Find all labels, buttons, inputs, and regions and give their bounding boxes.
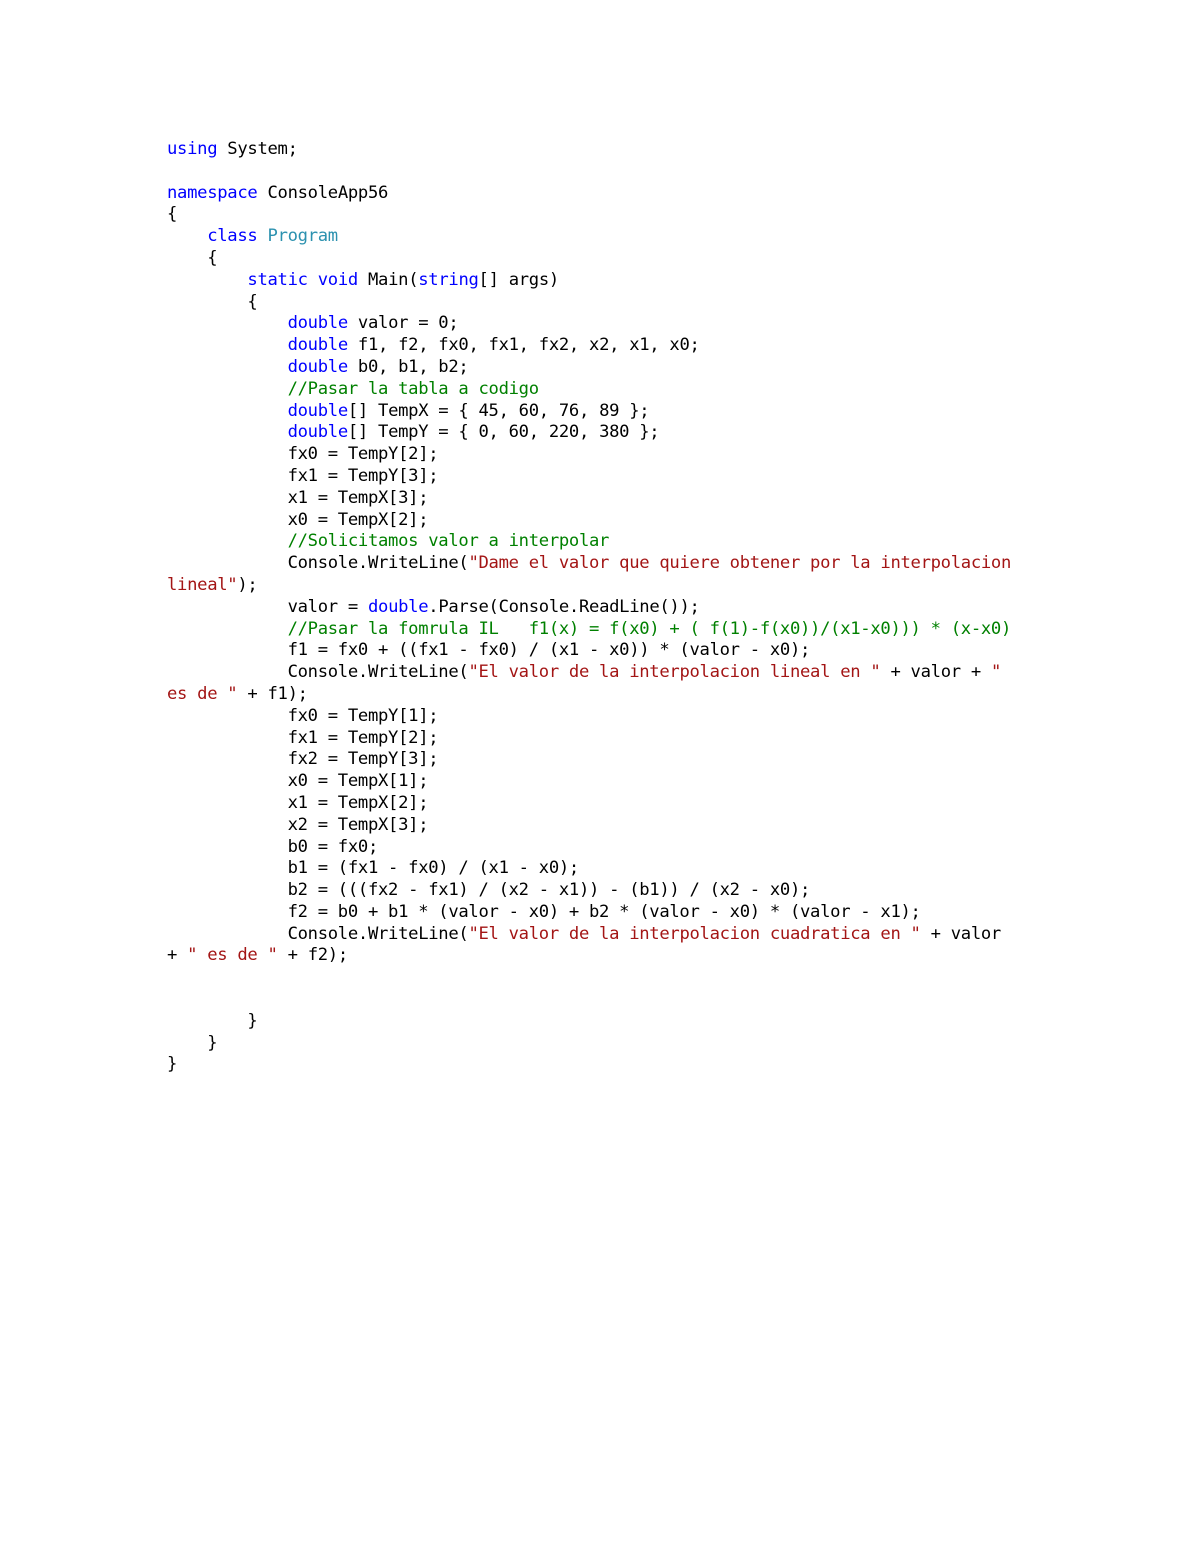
string-token: " — [990, 662, 1001, 683]
code-token: fx1 = TempY[2]; — [167, 727, 439, 748]
code-token: ConsoleApp56 — [257, 182, 389, 203]
code-line — [167, 684, 1011, 706]
code-token: fx1 = TempY[3]; — [167, 465, 439, 486]
code-line — [167, 858, 1011, 880]
code-line — [167, 379, 1011, 401]
code-line — [167, 924, 1011, 946]
code-token: [] TempX = { 45, 60, 76, 89 }; — [347, 400, 650, 421]
code-token: b1 = (fx1 - fx0) / (x1 - x0); — [167, 858, 579, 879]
code-line — [167, 902, 1011, 924]
code-token: Console.WriteLine( — [167, 553, 469, 574]
code-line — [167, 270, 1011, 292]
code-token: { — [167, 247, 218, 268]
code-token: + f2); — [277, 945, 348, 966]
code-token: Console.WriteLine( — [167, 923, 469, 944]
code-line — [167, 553, 1011, 575]
comment-token: //Pasar la fomrula IL f1(x) = f(x0) + ( f(1)-f(x0))/(x1-x0))) * (x-x0) — [287, 618, 1012, 639]
code-line — [167, 183, 1011, 205]
code-token: f1, f2, fx0, fx1, fx2, x2, x1, x0; — [347, 335, 700, 356]
code-token: fx2 = TempY[3]; — [167, 749, 439, 770]
string-token: "El valor de la interpolacion lineal en " — [468, 662, 881, 683]
string-token: " es de " — [187, 945, 278, 966]
code-line — [167, 531, 1011, 553]
code-token — [167, 531, 288, 551]
keyword-token: namespace — [167, 182, 258, 203]
code-line — [167, 422, 1011, 444]
code-line — [167, 945, 1011, 967]
code-token: [] TempY = { 0, 60, 220, 380 }; — [347, 422, 660, 443]
code-token: Console.WriteLine( — [167, 662, 469, 683]
code-token — [308, 270, 318, 290]
code-token: b2 = (((fx2 - fx1) / (x2 - x1)) - (b1)) / (x2 - x0); — [167, 880, 811, 901]
code-line — [167, 597, 1011, 619]
code-token: Main( — [357, 269, 419, 290]
code-line — [167, 510, 1011, 532]
code-token: { — [167, 291, 258, 312]
code-line — [167, 1011, 1011, 1033]
code-token — [167, 619, 288, 639]
code-line — [167, 226, 1011, 248]
code-token — [167, 422, 288, 442]
keyword-token: class — [207, 226, 258, 247]
code-line — [167, 793, 1011, 815]
code-line — [167, 161, 1011, 183]
code-listing — [167, 139, 1011, 1076]
keyword-token: string — [418, 269, 479, 290]
keyword-token: static — [247, 269, 308, 290]
code-token: System; — [217, 139, 298, 159]
code-token: x0 = TempX[2]; — [167, 509, 429, 530]
code-line — [167, 989, 1011, 1011]
keyword-token: double — [287, 313, 348, 334]
code-line — [167, 967, 1011, 989]
code-token: + f1); — [237, 683, 308, 704]
code-line — [167, 204, 1011, 226]
code-line — [167, 880, 1011, 902]
code-line — [167, 749, 1011, 771]
code-token: } — [167, 1054, 178, 1075]
code-token — [257, 226, 267, 246]
comment-token: //Pasar la tabla a codigo — [287, 378, 539, 399]
code-line — [167, 313, 1011, 335]
code-line — [167, 640, 1011, 662]
string-token: es de " — [167, 683, 238, 704]
code-token: { — [167, 204, 178, 225]
code-token — [167, 226, 207, 246]
keyword-token: double — [367, 596, 429, 617]
type-token: Program — [267, 226, 338, 247]
code-token: } — [167, 1010, 258, 1031]
code-line — [167, 357, 1011, 379]
code-token: [] args) — [478, 269, 559, 290]
code-token: x2 = TempX[3]; — [167, 814, 429, 835]
keyword-token: double — [287, 335, 348, 356]
comment-token: //Solicitamos valor a interpolar — [287, 531, 610, 552]
code-line — [167, 466, 1011, 488]
keyword-token: void — [317, 269, 358, 290]
code-line — [167, 575, 1011, 597]
string-token: "El valor de la interpolacion cuadratica en " — [468, 923, 921, 944]
code-token — [167, 313, 288, 333]
code-line — [167, 837, 1011, 859]
keyword-token: double — [287, 400, 348, 421]
code-token: x1 = TempX[2]; — [167, 792, 429, 813]
code-line — [167, 444, 1011, 466]
code-line — [167, 292, 1011, 314]
code-token — [167, 401, 288, 421]
code-token: + valor — [920, 923, 1001, 944]
code-line — [167, 401, 1011, 423]
keyword-token: using — [167, 139, 218, 159]
code-line — [167, 248, 1011, 270]
code-line — [167, 619, 1011, 641]
code-token: b0, b1, b2; — [347, 356, 469, 377]
code-line — [167, 1054, 1011, 1076]
keyword-token: double — [287, 356, 348, 377]
code-token — [167, 379, 288, 399]
code-token: x0 = TempX[1]; — [167, 771, 429, 792]
code-token: + — [167, 945, 188, 966]
string-token: lineal" — [167, 574, 238, 595]
code-token: f1 = fx0 + ((fx1 - fx0) / (x1 - x0)) * (valor - x0); — [167, 640, 811, 661]
code-line — [167, 139, 1011, 161]
code-token: fx0 = TempY[1]; — [167, 705, 439, 726]
code-token: + valor + — [880, 662, 991, 683]
keyword-token: double — [287, 422, 348, 443]
code-token: x1 = TempX[3]; — [167, 487, 429, 508]
code-line — [167, 488, 1011, 510]
code-line — [167, 771, 1011, 793]
code-line — [167, 815, 1011, 837]
code-line — [167, 662, 1011, 684]
code-token — [167, 270, 247, 290]
code-token: .Parse(Console.ReadLine()); — [428, 596, 700, 617]
code-token: valor = — [167, 596, 368, 617]
code-line — [167, 728, 1011, 750]
code-token: fx0 = TempY[2]; — [167, 444, 439, 465]
code-line — [167, 706, 1011, 728]
code-token: valor = 0; — [347, 313, 459, 334]
code-line — [167, 1033, 1011, 1055]
code-line — [167, 335, 1011, 357]
string-token: "Dame el valor que quiere obtener por la interpolacion — [468, 553, 1012, 574]
code-token: b0 = fx0; — [167, 836, 379, 857]
code-token — [167, 357, 288, 377]
code-token — [167, 335, 288, 355]
code-token: ); — [237, 574, 258, 595]
code-token: f2 = b0 + b1 * (valor - x0) + b2 * (valor - x0) * (valor - x1); — [167, 901, 921, 922]
code-token: } — [167, 1032, 218, 1053]
